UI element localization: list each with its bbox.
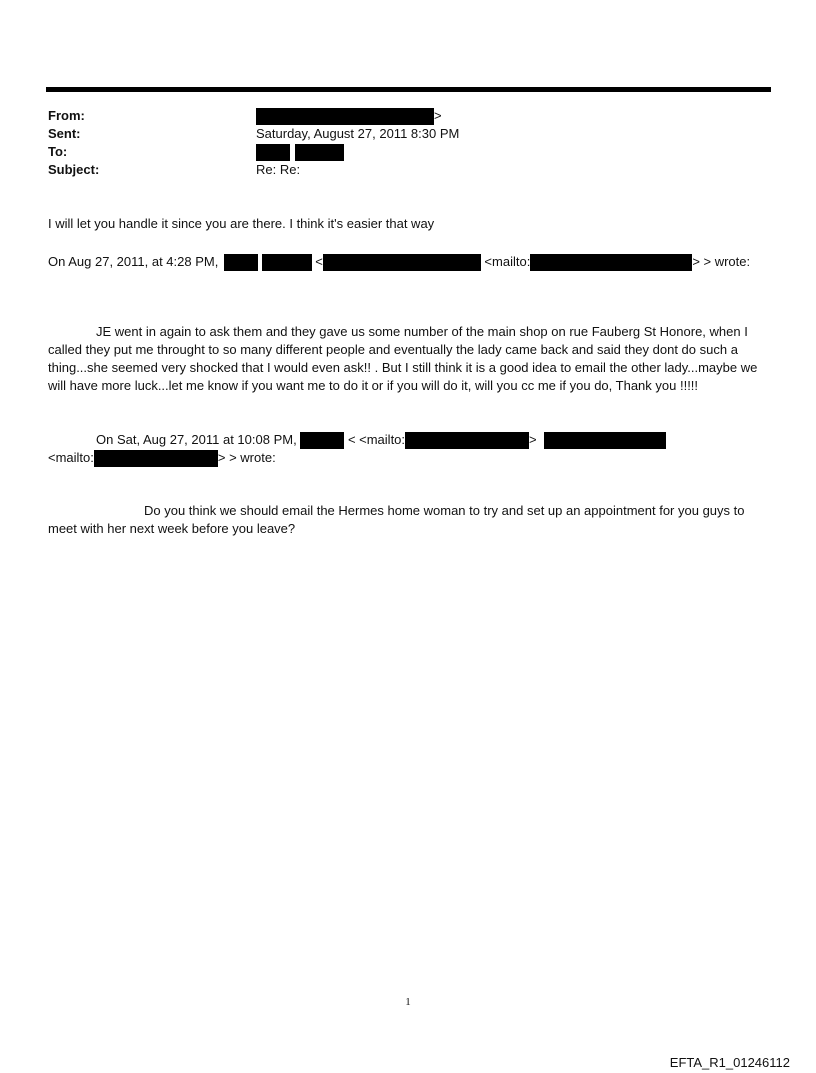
- header-rule: [46, 87, 771, 92]
- message2-paragraph: Do you think we should email the Hermes home woman to try and set up an appointment for you guys to meet with her next week before you leave?: [48, 503, 745, 536]
- quote1-attribution: [48, 253, 750, 271]
- page-number: 1: [405, 996, 411, 1008]
- redaction-box: [262, 254, 312, 271]
- sent-label: Sent:: [48, 126, 81, 141]
- quote2-suffix: > > wrote:: [217, 450, 276, 465]
- quote1-mailto: <mailto:: [484, 254, 531, 269]
- to-label: To:: [48, 144, 68, 159]
- from-label: From:: [48, 108, 85, 123]
- quote2-mailto: < <mailto:: [347, 432, 406, 447]
- quote2-attribution: [96, 431, 666, 449]
- sent-value: Saturday, August 27, 2011 8:30 PM: [256, 126, 460, 141]
- message1-paragraph: JE went in again to ask them and they gave us some number of the main shop on rue Fauberg St Honore, when I called they put me throught to so many different people and eventually the lady came back and said they dont do such a thing...she seemed very shocked that I would even ask!! . But I still think it is a good idea to email the other lady...maybe we will have more luck...let me know if you want me to do it or if you will do it, will you cc me if you do, Thank you !!!!!: [48, 324, 758, 393]
- redaction-box: [295, 144, 344, 161]
- redaction-box: [323, 254, 481, 271]
- redaction-box: [94, 450, 218, 467]
- quote1-prefix: On Aug 27, 2011, at 4:28 PM,: [48, 254, 219, 269]
- from-suffix: >: [434, 108, 442, 123]
- from-value: [256, 107, 442, 125]
- document-id: EFTA_R1_01246112: [669, 1055, 790, 1070]
- redaction-box: [224, 254, 258, 271]
- redaction-box: [544, 432, 666, 449]
- redaction-box: [530, 254, 692, 271]
- quote2-prefix: On Sat, Aug 27, 2011 at 10:08 PM,: [96, 432, 297, 447]
- redaction-box: [405, 432, 529, 449]
- quote2-gt: >: [529, 432, 537, 447]
- redaction-box: [256, 144, 290, 161]
- reply-text: I will let you handle it since you are there. I think it's easier that way: [48, 216, 435, 231]
- quote2-attribution-cont: [48, 449, 276, 467]
- redaction-box: [256, 108, 434, 125]
- quote1-suffix: > > wrote:: [692, 254, 751, 269]
- subject-value: Re: Re:: [256, 162, 301, 177]
- subject-label: Subject:: [48, 162, 100, 177]
- redaction-box: [300, 432, 344, 449]
- quote2-mailto2: <mailto:: [48, 450, 94, 465]
- to-value: [256, 143, 344, 161]
- quote1-lt: <: [315, 254, 323, 269]
